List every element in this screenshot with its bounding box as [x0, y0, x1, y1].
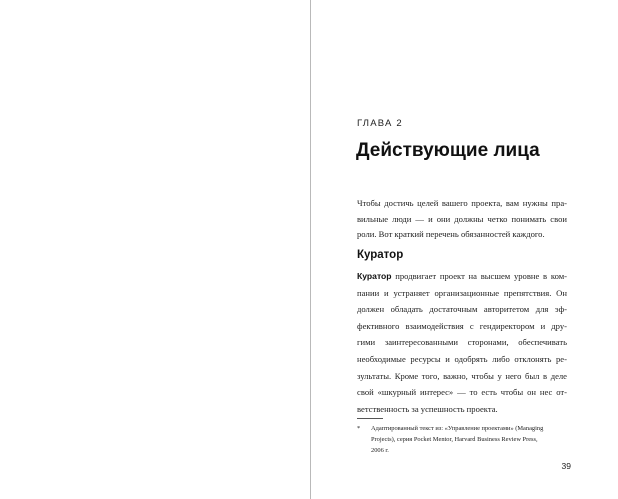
body-line: пании и устраняет организационные препятствия. Он: [357, 287, 567, 298]
body-line: необходимые ресурсы и одобрять либо отклонять ре-: [357, 353, 567, 364]
footnote-line: Адаптированный текст из: «Управление проектами» (Managing: [371, 425, 544, 432]
section-body: [357, 268, 567, 417]
body-line: зультаты. Кроме того, важно, чтобы у него был в деле: [357, 370, 567, 381]
body-line: фективного взаимодействия с гендиректором и дру-: [357, 320, 567, 331]
footnote-line: Projects), серия Pocket Mentor, Harvard Business Review Press,: [371, 436, 538, 443]
footnote-rule: [357, 418, 383, 419]
footnote-line: 2006 г.: [371, 447, 389, 454]
body-line-first: [357, 268, 567, 285]
body-line-rest: продвигает проект на высшем уровне в ком-: [391, 271, 567, 281]
right-page: [311, 0, 618, 499]
intro-line: Чтобы достичь целей вашего проекта, вам нужны пра-: [357, 198, 567, 208]
intro-paragraph: [357, 196, 567, 243]
body-line: гими заинтересованными сторонами, обеспечивать: [357, 337, 567, 348]
body-line: ветственность за успешность проекта.: [357, 403, 498, 414]
section-heading: Куратор: [357, 249, 404, 261]
footnote-text: [371, 423, 567, 456]
intro-line: вильные люди — и они должны четко понимать свои: [357, 213, 567, 224]
defined-term: Куратор: [357, 271, 392, 281]
page-number: 39: [561, 461, 571, 471]
body-line: должен обладать достаточным авторитетом для эф-: [357, 304, 567, 315]
footnote: [357, 423, 567, 456]
body-line: свой «шкурный интерес» — то есть чтобы он нес от-: [357, 387, 567, 398]
intro-line: роли. Вот краткий перечень обязанностей каждого.: [357, 229, 545, 239]
chapter-title: Действующие лица: [356, 140, 540, 161]
chapter-label: ГЛАВА 2: [357, 118, 403, 129]
footnote-marker: *: [357, 425, 361, 432]
